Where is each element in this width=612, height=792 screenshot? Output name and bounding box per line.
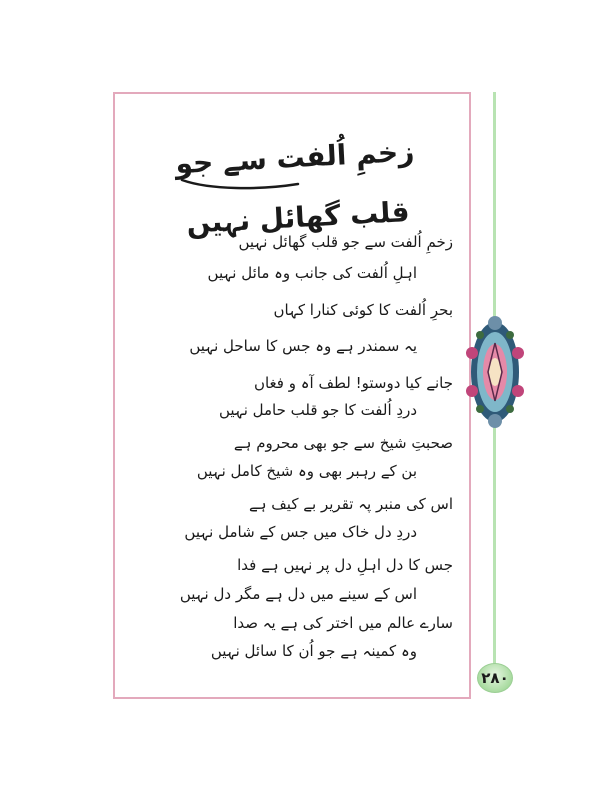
verse-line: دردِ اُلفت کا جو قلب حامل نہیں — [218, 401, 417, 419]
poem-title: زخمِ اُلفت سے جو قلب گھائل نہیں — [174, 134, 416, 240]
verse-line: جانے کیا دوستو! لطف آہ و فغاں — [253, 374, 453, 392]
poem-body — [120, 231, 455, 671]
verse-line: صحبتِ شیخ سے جو بھی محروم ہے — [233, 434, 453, 452]
title-flourish — [180, 176, 300, 192]
verse-line: بن کے رہبر بھی وہ شیخ کامل نہیں — [196, 462, 417, 480]
verse-line: دردِ دل خاک میں جس کے شامل نہیں — [184, 523, 417, 541]
verse-line: زخمِ اُلفت سے جو قلب گھائل نہیں — [238, 233, 453, 251]
verse-line: سارے عالم میں اختر کی ہے یہ صدا — [233, 614, 453, 632]
verse-line: اہلِ اُلفت کی جانب وہ مائل نہیں — [207, 264, 417, 282]
verse-line: جس کا دل اہلِ دل پر نہیں ہے فدا — [237, 556, 453, 574]
floral-medallion-icon — [466, 313, 524, 431]
verse-line: اس کی منبر پہ تقریر بے کیف ہے — [248, 495, 453, 513]
verse-line: بحرِ اُلفت کا کوئی کنارا کہاں — [273, 301, 453, 319]
verse-line: وہ کمینہ ہے جو اُن کا سائل نہیں — [210, 642, 417, 660]
verse-line: یہ سمندر ہے وہ جس کا ساحل نہیں — [189, 337, 417, 355]
verse-line: اس کے سینے میں دل ہے مگر دل نہیں — [179, 585, 417, 603]
page-number-badge: ۲۸۰ — [477, 663, 513, 693]
